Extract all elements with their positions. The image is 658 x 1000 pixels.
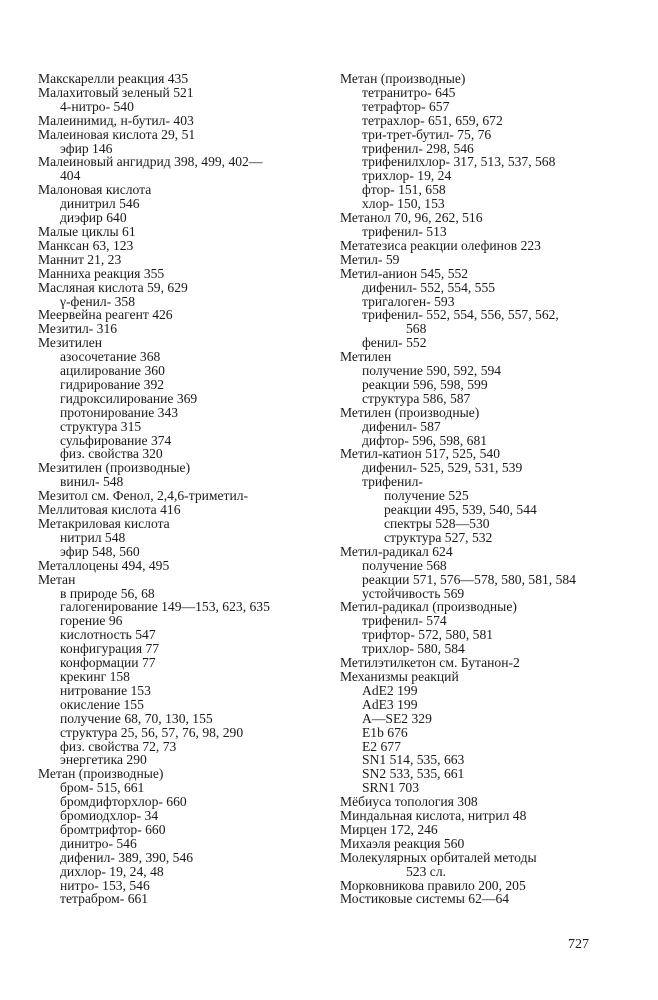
index-subentry: SN1 514, 535, 663 — [362, 752, 465, 768]
index-subentry: крекинг 158 — [60, 668, 130, 684]
index-subentry: тетрабром- 661 — [60, 891, 149, 907]
index-subentry: фтор- 151, 658 — [362, 182, 446, 198]
index-subentry: SRN1 703 — [362, 780, 420, 796]
index-entry: Манксан 63, 123 — [38, 237, 134, 253]
index-subentry: γ-фенил- 358 — [60, 293, 136, 309]
index-entry: Метатезиса реакции олефинов 223 — [340, 237, 541, 253]
index-subentry: фенил- 552 — [362, 335, 427, 351]
index-entry: Мёбиуса топология 308 — [340, 794, 478, 810]
index-subentry: E1b 676 — [362, 724, 408, 740]
index-entry: Метанол 70, 96, 262, 516 — [340, 210, 483, 226]
index-entry: Метил- 59 — [340, 251, 400, 267]
index-entry: Малеиновая кислота 29, 51 — [38, 126, 196, 142]
index-subentry: AdE3 199 — [362, 696, 418, 712]
index-entry: Малахитовый зеленый 521 — [38, 84, 194, 100]
index-subentry: винил- 548 — [60, 474, 124, 490]
index-entry: Морковникова правило 200, 205 — [340, 877, 526, 893]
index-subentry: получение 568 — [362, 557, 447, 573]
index-subentry: 523 сл. — [406, 863, 447, 879]
index-subentry: динитрил 546 — [60, 196, 140, 212]
index-subentry: реакции 596, 598, 599 — [362, 376, 488, 392]
index-subentry: реакции 495, 539, 540, 544 — [384, 502, 537, 518]
index-entry: Манниха реакция 355 — [38, 265, 165, 281]
index-subentry: структура 527, 532 — [384, 529, 493, 545]
index-subentry: диэфир 640 — [60, 210, 127, 226]
index-subentry: конформации 77 — [60, 655, 156, 671]
index-subentry: эфир 146 — [60, 140, 113, 156]
index-subentry: дихлор- 19, 24, 48 — [60, 863, 164, 879]
index-subentry: нитро- 153, 546 — [60, 877, 150, 893]
index-entry: Механизмы реакций — [340, 668, 459, 684]
index-subentry: в природе 56, 68 — [60, 585, 155, 601]
index-subentry: физ. свойства 320 — [60, 446, 163, 462]
index-subentry: структура 25, 56, 57, 76, 98, 290 — [60, 724, 244, 740]
index-subentry: трифенил- 574 — [362, 613, 447, 629]
index-subentry: сульфирование 374 — [60, 432, 172, 448]
index-entry: Меервейна реагент 426 — [38, 307, 173, 323]
index-subentry: эфир 548, 560 — [60, 543, 140, 559]
index-subentry: тетрахлор- 651, 659, 672 — [362, 112, 503, 128]
index-subentry: дифенил- 389, 390, 546 — [60, 849, 194, 865]
index-entry: Мезитилен — [38, 335, 103, 351]
index-subentry: бромиодхлор- 34 — [60, 808, 159, 824]
index-subentry: трифтор- 572, 580, 581 — [362, 627, 494, 643]
index-entry: Метил-анион 545, 552 — [340, 265, 469, 281]
index-subentry: бром- 515, 661 — [60, 780, 145, 796]
index-entry: Метан (производные) — [340, 71, 466, 86]
index-entry: Мостиковые системы 62—64 — [340, 891, 510, 907]
index-entry: Мезитил- 316 — [38, 321, 118, 337]
index-entry: Малеинимид, н-бутил- 403 — [38, 112, 194, 128]
index-entry: Молекулярных орбиталей методы — [340, 849, 537, 865]
index-subentry: 404 — [60, 168, 81, 184]
index-subentry: E2 677 — [362, 738, 401, 754]
index-subentry: энергетика 290 — [60, 752, 147, 768]
index-subentry: физ. свойства 72, 73 — [60, 738, 177, 754]
index-entry: Метил-радикал (производные) — [340, 599, 517, 615]
index-subentry: бромтрифтор- 660 — [60, 821, 166, 837]
index-entry: Метилэтилкетон см. Бутанон-2 — [340, 655, 520, 671]
index-subentry: трихлор- 19, 24 — [362, 168, 452, 184]
index-entry: Маннит 21, 23 — [38, 251, 122, 267]
index-entry: Михаэля реакция 560 — [340, 835, 465, 851]
index-subentry: тригалоген- 593 — [362, 293, 455, 309]
index-subentry: гидрирование 392 — [60, 376, 165, 392]
index-subentry: трифенилхлор- 317, 513, 537, 568 — [362, 154, 556, 170]
index-subentry: тетранитро- 645 — [362, 84, 456, 100]
index-subentry: нитрил 548 — [60, 529, 126, 545]
index-entry: Мезитол см. Фенол, 2,4,6-триметил- — [38, 488, 249, 504]
index-entry: Метилен — [340, 349, 392, 365]
index-subentry: получение 68, 70, 130, 155 — [60, 710, 213, 726]
index-subentry: получение 525 — [384, 488, 469, 504]
index-entry: Малые циклы 61 — [38, 223, 136, 239]
index-subentry: конфигурация 77 — [60, 641, 160, 657]
index-subentry: тетрафтор- 657 — [362, 98, 450, 114]
index-subentry: дифтор- 596, 598, 681 — [362, 432, 488, 448]
index-subentry: дифенил- 587 — [362, 418, 441, 434]
index-entry: Масляная кислота 59, 629 — [38, 279, 188, 295]
index-subentry: получение 590, 592, 594 — [362, 363, 502, 379]
index-entry: Метилен (производные) — [340, 404, 480, 420]
index-column-right — [340, 72, 608, 906]
page-number: 727 — [568, 937, 589, 952]
index-entry: Макскарелли реакция 435 — [38, 71, 189, 86]
index-subentry: протонирование 343 — [60, 404, 179, 420]
index-subentry: устойчивость 569 — [362, 585, 465, 601]
index-subentry: SN2 533, 535, 661 — [362, 766, 465, 782]
index-subentry: 4-нитро- 540 — [60, 98, 134, 114]
index-subentry: трифенил- — [362, 474, 423, 490]
index-subentry: спектры 528—530 — [384, 516, 490, 531]
index-entry: Мирцен 172, 246 — [340, 821, 438, 837]
index-subentry: 568 — [406, 321, 427, 337]
index-entry: Миндальная кислота, нитрил 48 — [340, 808, 527, 824]
index-entry: Меллитовая кислота 416 — [38, 502, 181, 518]
index-subentry: трифенил- 513 — [362, 223, 447, 239]
index-subentry: галогенирование 149—153, 623, 635 — [60, 599, 270, 615]
index-entry: Мезитилен (производные) — [38, 460, 191, 476]
index-subentry: нитрование 153 — [60, 682, 151, 698]
index-subentry: три-трет-бутил- 75, 76 — [362, 126, 492, 142]
index-subentry: реакции 571, 576—578, 580, 581, 584 — [362, 571, 576, 587]
index-subentry: A—SE2 329 — [362, 710, 432, 726]
index-subentry: трифенил- 298, 546 — [362, 140, 474, 156]
index-subentry: кислотность 547 — [60, 627, 156, 643]
index-subentry: ацилирование 360 — [60, 363, 165, 379]
index-entry: Метакриловая кислота — [38, 516, 170, 531]
index-subentry: азосочетание 368 — [60, 349, 161, 365]
index-subentry: гидроксилирование 369 — [60, 390, 198, 406]
index-subentry: хлор- 150, 153 — [362, 196, 445, 212]
index-subentry: дифенил- 552, 554, 555 — [362, 279, 496, 295]
index-entry: Метил-катион 517, 525, 540 — [340, 446, 500, 462]
index-subentry: трифенил- 552, 554, 556, 557, 562, — [362, 307, 559, 323]
index-entry: Метан — [38, 571, 76, 587]
index-entry: Металлоцены 494, 495 — [38, 557, 170, 573]
index-subentry: трихлор- 580, 584 — [362, 641, 465, 657]
index-column-left — [38, 72, 313, 906]
index-subentry: структура 586, 587 — [362, 390, 471, 406]
index-entry: Метил-радикал 624 — [340, 543, 453, 559]
index-entry: Малоновая кислота — [38, 182, 152, 198]
index-subentry: бромдифторхлор- 660 — [60, 794, 187, 810]
index-subentry: окисление 155 — [60, 696, 144, 712]
index-subentry: динитро- 546 — [60, 835, 137, 851]
index-subentry: горение 96 — [60, 613, 123, 629]
index-entry: Малеиновый ангидрид 398, 499, 402— — [38, 154, 263, 170]
index-subentry: дифенил- 525, 529, 531, 539 — [362, 460, 523, 476]
index-subentry: структура 315 — [60, 418, 142, 434]
index-entry: Метан (производные) — [38, 766, 164, 782]
index-subentry: AdE2 199 — [362, 682, 418, 698]
